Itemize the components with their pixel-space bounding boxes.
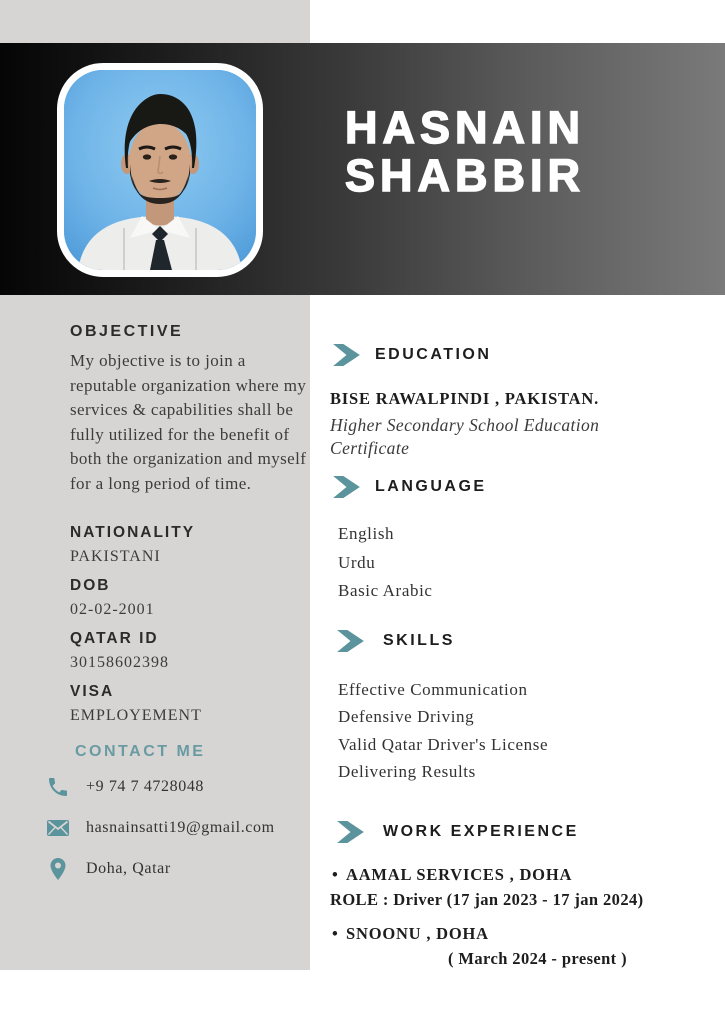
phone-icon: [46, 775, 70, 799]
arrow-icon: [330, 344, 363, 366]
fact-value: PAKISTANI: [70, 548, 161, 565]
profile-photo: [57, 63, 263, 277]
language-section-header: [330, 476, 715, 498]
work-experience-heading: WORK EXPERIENCE: [383, 822, 579, 840]
language-item: Urdu: [338, 552, 376, 572]
skills-section-header: [330, 630, 715, 652]
job-company: [330, 863, 715, 887]
fact-nationality: [70, 522, 292, 568]
arrow-icon: [330, 476, 363, 498]
education-entry: [330, 388, 715, 459]
fact-label: VISA: [70, 683, 115, 700]
skill-item: Delivering Results: [338, 762, 476, 781]
portrait-illustration: [64, 70, 256, 270]
fact-value: 30158602398: [70, 654, 169, 671]
education-degree: Higher Secondary School Education Certificate: [330, 415, 600, 458]
email-address: hasnainsatti19@gmail.com: [86, 819, 275, 836]
education-heading: EDUCATION: [375, 346, 492, 363]
work-experience-section-header: [330, 821, 715, 843]
skills-heading: SKILLS: [383, 631, 455, 649]
contact-row-email: [46, 816, 292, 840]
phone-number: +9 74 7 4728048: [86, 778, 205, 795]
contact-rows: [46, 775, 292, 881]
job-list: [330, 863, 715, 971]
contact-heading: CONTACT ME: [75, 743, 206, 760]
fact-value: EMPLOYEMENT: [70, 707, 202, 724]
person-name-line1: HASNAIN: [345, 102, 586, 153]
job-entry: [330, 922, 715, 971]
skill-item: Valid Qatar Driver's License: [338, 734, 549, 754]
arrow-icon: [334, 821, 367, 843]
language-heading: LANGUAGE: [375, 478, 487, 495]
job-role: ( March 2024 - present ): [448, 948, 627, 968]
contact-row-location: [46, 857, 292, 881]
fact-qatar-id: [70, 628, 292, 674]
fact-label: QATAR ID: [70, 630, 159, 647]
left-sidebar: [0, 295, 310, 970]
location-text: Doha, Qatar: [86, 860, 171, 877]
education-section-header: [330, 344, 715, 366]
person-name: [345, 104, 585, 200]
objective-text: My objective is to join a reputable organization where my services & capabilities shall be fully utilized for the benefit of both the organization and myself for a long period of time.: [70, 351, 307, 493]
skill-item: Defensive Driving: [338, 707, 475, 726]
job-entry: [330, 863, 715, 912]
job-role: ROLE : Driver (17 jan 2023 - 17 jan 2024): [330, 889, 644, 909]
skill-item: Effective Communication: [338, 679, 528, 699]
skills-list: [330, 676, 715, 786]
personal-facts: [70, 522, 292, 727]
job-company-text: AAMAL SERVICES , DOHA: [346, 864, 573, 884]
location-pin-icon: [46, 857, 70, 881]
email-icon: [46, 816, 70, 840]
fact-label: DOB: [70, 577, 111, 594]
arrow-icon: [334, 630, 367, 652]
language-item: Basic Arabic: [338, 581, 433, 600]
top-left-gray-strip: [0, 0, 310, 43]
fact-visa: [70, 681, 292, 727]
language-list: [330, 520, 715, 606]
fact-value: 02-02-2001: [70, 601, 155, 618]
language-item: English: [338, 524, 395, 543]
bullet-icon: •: [332, 923, 339, 943]
main-content: [330, 295, 715, 981]
objective-heading: OBJECTIVE: [70, 323, 184, 340]
job-company: [330, 922, 715, 946]
contact-row-phone: [46, 775, 292, 799]
job-company-text: SNOONU , DOHA: [346, 923, 489, 943]
fact-dob: [70, 575, 292, 621]
person-name-line2: SHABBIR: [345, 150, 586, 201]
bullet-icon: •: [332, 864, 339, 884]
education-institution: BISE RAWALPINDI , PAKISTAN.: [330, 389, 599, 408]
fact-label: NATIONALITY: [70, 524, 196, 541]
contact-section: [70, 743, 292, 881]
